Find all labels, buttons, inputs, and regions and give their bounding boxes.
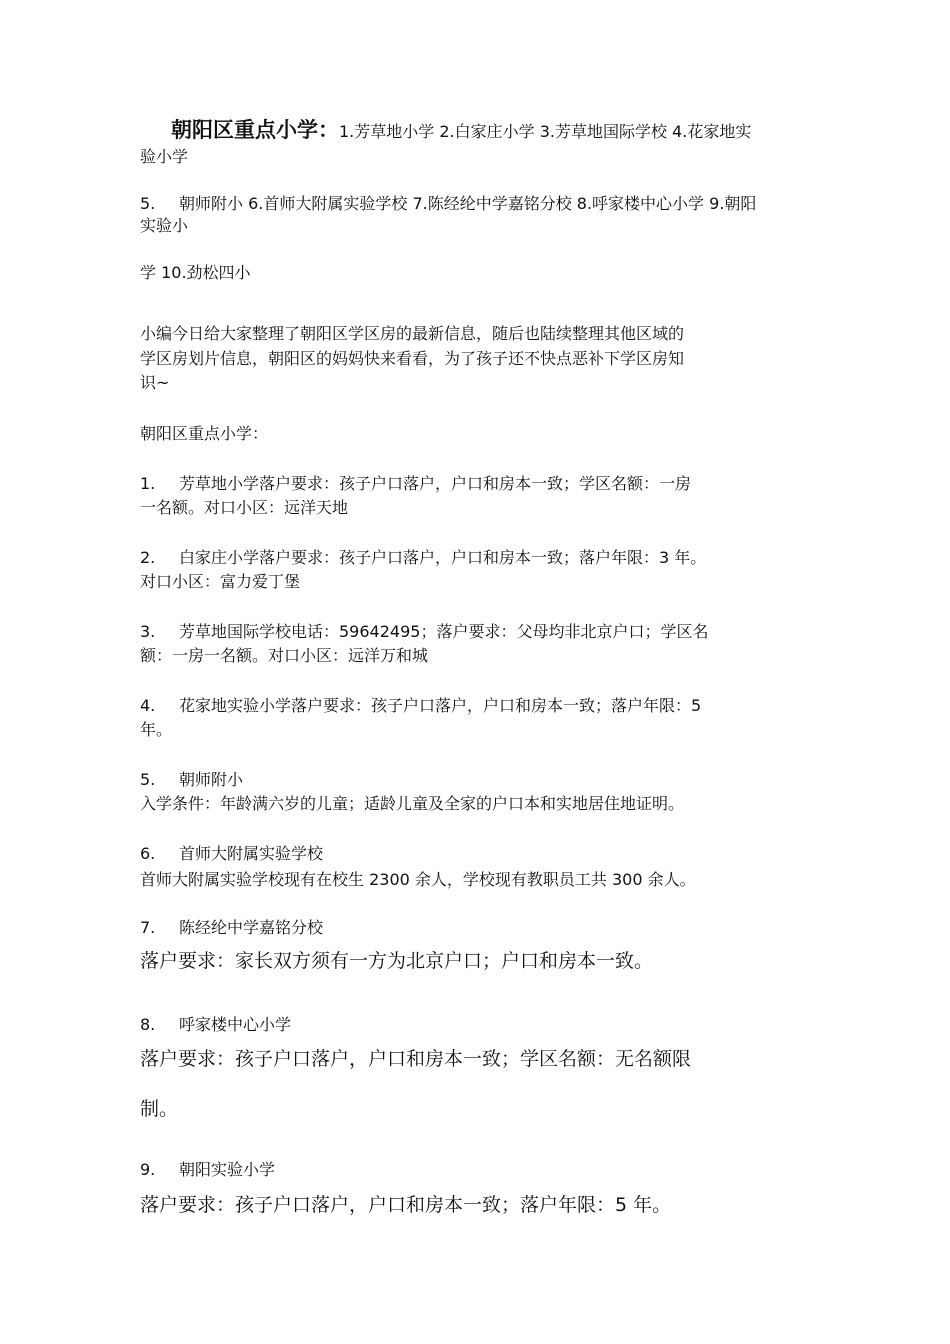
list-item-5-line-1 bbox=[140, 768, 243, 792]
intro-line-1 bbox=[140, 118, 751, 144]
list-item-number: 9. bbox=[140, 1160, 156, 1179]
list-item-text: 首师大附属实验学校 bbox=[179, 844, 324, 863]
list-item-text: 朝阳实验小学 bbox=[179, 1160, 276, 1179]
paragraph-line-3: 识~ bbox=[140, 373, 170, 392]
section-title: 朝阳区重点小学： bbox=[140, 424, 269, 443]
list-item-text: 呼家楼中心小学 bbox=[179, 1015, 292, 1034]
list-item-8-line-3: 制。 bbox=[140, 1098, 179, 1120]
list-item-number: 3. bbox=[140, 622, 156, 641]
list-item-text: 花家地实验小学落户要求：孩子户口落户，户口和房本一致；落户年限：5 bbox=[179, 696, 702, 715]
intro-line-3 bbox=[140, 192, 756, 216]
list-item-number: 4. bbox=[140, 696, 156, 715]
list-item-text: 芳草地小学落户要求：孩子户口落户，户口和房本一致；学区名额：一房 bbox=[179, 474, 692, 493]
intro-list-number: 5. bbox=[140, 194, 156, 213]
list-item-text: 白家庄小学落户要求：孩子户口落户，户口和房本一致；落户年限：3 年。 bbox=[179, 548, 707, 567]
list-item-text: 陈经纶中学嘉铭分校 bbox=[179, 918, 324, 937]
list-item-number: 2. bbox=[140, 548, 156, 567]
list-item-3-line-2: 额：一房一名额。对口小区：远洋万和城 bbox=[140, 646, 429, 665]
list-item-9-line-1 bbox=[140, 1158, 275, 1182]
list-item-number: 1. bbox=[140, 474, 156, 493]
intro-line-5: 学 10.劲松四小 bbox=[140, 263, 251, 282]
list-item-4-line-2: 年。 bbox=[140, 720, 173, 739]
list-item-text: 芳草地国际学校电话：59642495；落户要求：父母均非北京户口；学区名 bbox=[179, 622, 709, 641]
list-item-2-line-1 bbox=[140, 546, 706, 570]
list-item-text: 朝师附小 bbox=[179, 770, 244, 789]
intro-list-text: 1.芳草地小学 2.白家庄小学 3.芳草地国际学校 4.花家地实 bbox=[339, 122, 752, 141]
list-item-2-line-2: 对口小区：富力爱丁堡 bbox=[140, 572, 301, 591]
list-item-9-line-2: 落户要求：孩子户口落户，户口和房本一致；落户年限：5 年。 bbox=[140, 1194, 672, 1216]
list-item-1-line-1 bbox=[140, 472, 691, 496]
list-item-7-line-1 bbox=[140, 916, 323, 940]
intro-line-4: 实验小 bbox=[140, 216, 189, 235]
paragraph-line-1: 小编今日给大家整理了朝阳区学区房的最新信息，随后也陆续整理其他区域的 bbox=[140, 324, 685, 343]
list-item-6-line-2: 首师大附属实验学校现有在校生 2300 余人，学校现有教职员工共 300 余人。 bbox=[140, 870, 696, 889]
list-item-4-line-1 bbox=[140, 694, 701, 718]
list-item-3-line-1 bbox=[140, 620, 708, 644]
paragraph-line-2: 学区房划片信息，朝阳区的妈妈快来看看，为了孩子还不快点恶补下学区房知 bbox=[140, 349, 685, 368]
list-item-8-line-1 bbox=[140, 1013, 291, 1037]
list-item-5-line-2: 入学条件：年龄满六岁的儿童；适龄儿童及全家的户口本和实地居住地证明。 bbox=[140, 794, 685, 813]
list-item-number: 8. bbox=[140, 1015, 156, 1034]
list-item-number: 6. bbox=[140, 844, 156, 863]
intro-list-text: 朝师附小 6.首师大附属实验学校 7.陈经纶中学嘉铭分校 8.呼家楼中心小学 9.朝阳 bbox=[179, 194, 757, 213]
list-item-8-line-2: 落户要求：孩子户口落户，户口和房本一致；学区名额：无名额限 bbox=[140, 1048, 692, 1070]
list-item-number: 7. bbox=[140, 918, 156, 937]
intro-line-2: 验小学 bbox=[140, 147, 189, 166]
list-item-6-line-1 bbox=[140, 842, 323, 866]
list-item-number: 5. bbox=[140, 770, 156, 789]
list-item-1-line-2: 一名额。对口小区：远洋天地 bbox=[140, 498, 349, 517]
list-item-7-line-2: 落户要求：家长双方须有一方为北京户口；户口和房本一致。 bbox=[140, 950, 654, 972]
intro-heading: 朝阳区重点小学： bbox=[171, 118, 339, 142]
